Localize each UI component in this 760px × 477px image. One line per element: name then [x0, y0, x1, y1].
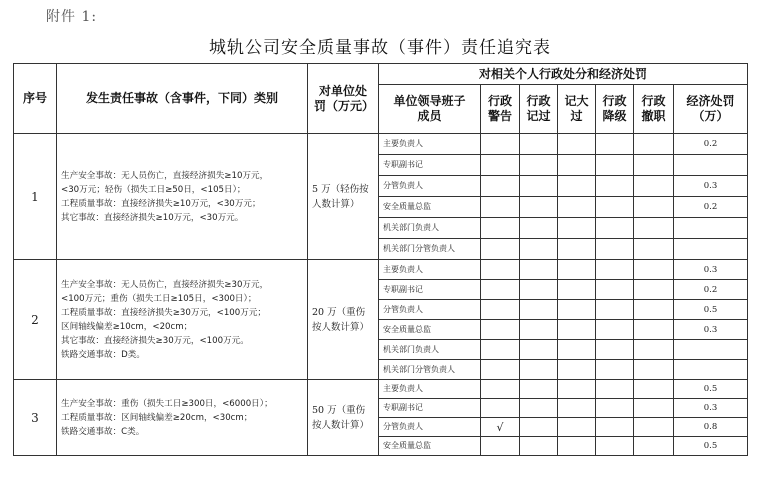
header-category: 发生责任事故（含事件，下同）类别 — [57, 64, 308, 134]
header-demotion: 行政降级 — [596, 85, 634, 134]
fine-cell — [674, 239, 748, 260]
penalty-cell — [520, 360, 558, 380]
fine-cell: 0.3 — [674, 320, 748, 340]
role-cell: 机关部门负责人 — [379, 340, 481, 360]
warning-cell: √ — [481, 418, 520, 437]
penalty-cell — [520, 280, 558, 300]
penalty-cell — [558, 134, 596, 155]
penalty-cell — [520, 380, 558, 399]
warning-cell — [481, 260, 520, 280]
table-row — [14, 260, 748, 280]
penalty-cell — [596, 218, 634, 239]
warning-cell — [481, 176, 520, 197]
role-cell: 机关部门分管负责人 — [379, 239, 481, 260]
warning-cell — [481, 197, 520, 218]
penalty-cell — [596, 134, 634, 155]
penalty-cell — [520, 197, 558, 218]
role-cell: 机关部门分管负责人 — [379, 360, 481, 380]
table-row — [14, 134, 748, 155]
penalty-cell — [596, 418, 634, 437]
penalty-cell — [596, 300, 634, 320]
role-cell: 主要负责人 — [379, 260, 481, 280]
penalty-cell — [634, 197, 674, 218]
penalty-cell — [596, 280, 634, 300]
role-cell: 机关部门负责人 — [379, 218, 481, 239]
penalty-cell — [596, 260, 634, 280]
fine-cell: 0.8 — [674, 418, 748, 437]
table-body — [14, 134, 748, 456]
fine-cell: 0.3 — [674, 176, 748, 197]
description-line: 生产安全事故：无人员伤亡，直接经济损失≥30万元， — [61, 279, 269, 290]
warning-cell — [481, 239, 520, 260]
header-individual-group: 对相关个人行政处分和经济处罚 — [379, 64, 748, 85]
table-row — [14, 380, 748, 399]
description-line: 区间轴线偏差≥10cm，<20cm； — [61, 321, 193, 332]
attachment-label: 附件 1: — [46, 9, 98, 25]
warning-cell — [481, 437, 520, 456]
fine-cell: 0.2 — [674, 134, 748, 155]
penalty-cell — [634, 360, 674, 380]
header-dismissal: 行政撤职 — [634, 85, 674, 134]
penalty-cell — [596, 176, 634, 197]
role-cell: 分管负责人 — [379, 176, 481, 197]
warning-cell — [481, 360, 520, 380]
description-line: 生产安全事故：无人员伤亡，直接经济损失≥10万元， — [61, 170, 269, 181]
warning-cell — [481, 134, 520, 155]
role-cell: 分管负责人 — [379, 300, 481, 320]
warning-cell — [481, 300, 520, 320]
row-unit-penalty: 5 万（轻伤按人数计算） — [308, 134, 379, 260]
penalty-cell — [558, 260, 596, 280]
penalty-cell — [558, 320, 596, 340]
warning-cell — [481, 155, 520, 176]
role-cell: 专职副书记 — [379, 399, 481, 418]
penalty-cell — [520, 176, 558, 197]
penalty-cell — [520, 239, 558, 260]
penalty-cell — [558, 218, 596, 239]
role-cell: 安全质量总监 — [379, 320, 481, 340]
penalty-cell — [520, 399, 558, 418]
description-line: 工程质量事故：直接经济损失≥30万元，<100万元； — [61, 307, 267, 318]
row-unit-penalty: 20 万（重伤按人数计算） — [308, 260, 379, 380]
penalty-cell — [558, 380, 596, 399]
role-cell: 分管负责人 — [379, 418, 481, 437]
warning-cell — [481, 399, 520, 418]
penalty-cell — [520, 134, 558, 155]
description-line: 工程质量事故：直接经济损失≥10万元，<30万元； — [61, 198, 261, 209]
warning-cell — [481, 340, 520, 360]
penalty-cell — [596, 155, 634, 176]
role-cell: 专职副书记 — [379, 155, 481, 176]
fine-cell — [674, 218, 748, 239]
warning-cell — [481, 280, 520, 300]
penalty-cell — [596, 360, 634, 380]
fine-cell: 0.5 — [674, 437, 748, 456]
row-description — [57, 380, 308, 456]
penalty-cell — [558, 176, 596, 197]
row-seq: 2 — [14, 260, 57, 380]
row-unit-penalty: 50 万（重伤按人数计算） — [308, 380, 379, 456]
description-line: 铁路交通事故：D类。 — [61, 349, 145, 360]
warning-cell — [481, 218, 520, 239]
penalty-cell — [558, 399, 596, 418]
description-line: 其它事故：直接经济损失≥30万元，<100万元。 — [61, 335, 249, 346]
fine-cell: 0.5 — [674, 380, 748, 399]
header-leader-member: 单位领导班子成员 — [379, 85, 481, 134]
penalty-cell — [634, 260, 674, 280]
penalty-cell — [634, 340, 674, 360]
penalty-cell — [634, 218, 674, 239]
row-description — [57, 134, 308, 260]
fine-cell: 0.2 — [674, 280, 748, 300]
row-seq: 3 — [14, 380, 57, 456]
penalty-cell — [558, 197, 596, 218]
penalty-cell — [520, 155, 558, 176]
penalty-cell — [596, 239, 634, 260]
fine-cell: 0.2 — [674, 197, 748, 218]
penalty-cell — [558, 155, 596, 176]
page-title: 城轨公司安全质量事故（事件）责任追究表 — [209, 38, 551, 58]
penalty-cell — [596, 340, 634, 360]
header-fine: 经济处罚（万） — [674, 85, 748, 134]
penalty-cell — [634, 300, 674, 320]
role-cell: 安全质量总监 — [379, 197, 481, 218]
penalty-cell — [634, 399, 674, 418]
fine-cell: 0.5 — [674, 300, 748, 320]
fine-cell — [674, 360, 748, 380]
penalty-cell — [558, 418, 596, 437]
penalty-cell — [558, 360, 596, 380]
penalty-cell — [596, 380, 634, 399]
header-seq: 序号 — [14, 64, 57, 134]
penalty-cell — [634, 437, 674, 456]
description-line: 铁路交通事故：C类。 — [61, 426, 145, 437]
penalty-cell — [634, 418, 674, 437]
penalty-cell — [634, 155, 674, 176]
fine-cell — [674, 155, 748, 176]
penalty-cell — [634, 176, 674, 197]
role-cell: 主要负责人 — [379, 380, 481, 399]
penalty-cell — [634, 320, 674, 340]
row-description — [57, 260, 308, 380]
description-line: 工程质量事故：区间轴线偏差≥20cm，<30cm； — [61, 412, 253, 423]
penalty-cell — [634, 280, 674, 300]
warning-cell — [481, 320, 520, 340]
penalty-cell — [596, 399, 634, 418]
accountability-table — [13, 63, 748, 456]
penalty-cell — [558, 437, 596, 456]
row-seq: 1 — [14, 134, 57, 260]
fine-cell: 0.3 — [674, 260, 748, 280]
fine-cell — [674, 340, 748, 360]
role-cell: 主要负责人 — [379, 134, 481, 155]
penalty-cell — [520, 218, 558, 239]
description-line: <100万元；重伤（损失工日≥105日，<300日）； — [61, 293, 257, 304]
description-line: <30万元；轻伤（损失工日≥50日，<105日）； — [61, 184, 246, 195]
penalty-cell — [596, 197, 634, 218]
penalty-cell — [558, 280, 596, 300]
description-line: 生产安全事故：重伤（损失工日≥300日，<6000日）； — [61, 398, 273, 409]
role-cell: 专职副书记 — [379, 280, 481, 300]
penalty-cell — [634, 239, 674, 260]
penalty-cell — [634, 134, 674, 155]
warning-cell — [481, 380, 520, 399]
header-warning: 行政警告 — [481, 85, 520, 134]
description-line: 其它事故：直接经济损失≥10万元，<30万元。 — [61, 212, 244, 223]
penalty-cell — [520, 300, 558, 320]
penalty-cell — [596, 320, 634, 340]
penalty-cell — [596, 437, 634, 456]
penalty-cell — [520, 320, 558, 340]
penalty-cell — [520, 260, 558, 280]
fine-cell: 0.3 — [674, 399, 748, 418]
penalty-cell — [558, 300, 596, 320]
penalty-cell — [520, 340, 558, 360]
penalty-cell — [558, 239, 596, 260]
header-demerit: 行政记过 — [520, 85, 558, 134]
role-cell: 安全质量总监 — [379, 437, 481, 456]
penalty-cell — [558, 340, 596, 360]
penalty-cell — [634, 380, 674, 399]
header-major-demerit: 记大过 — [558, 85, 596, 134]
header-unit-penalty: 对单位处罚（万元） — [308, 64, 379, 134]
penalty-cell — [520, 437, 558, 456]
penalty-cell — [520, 418, 558, 437]
